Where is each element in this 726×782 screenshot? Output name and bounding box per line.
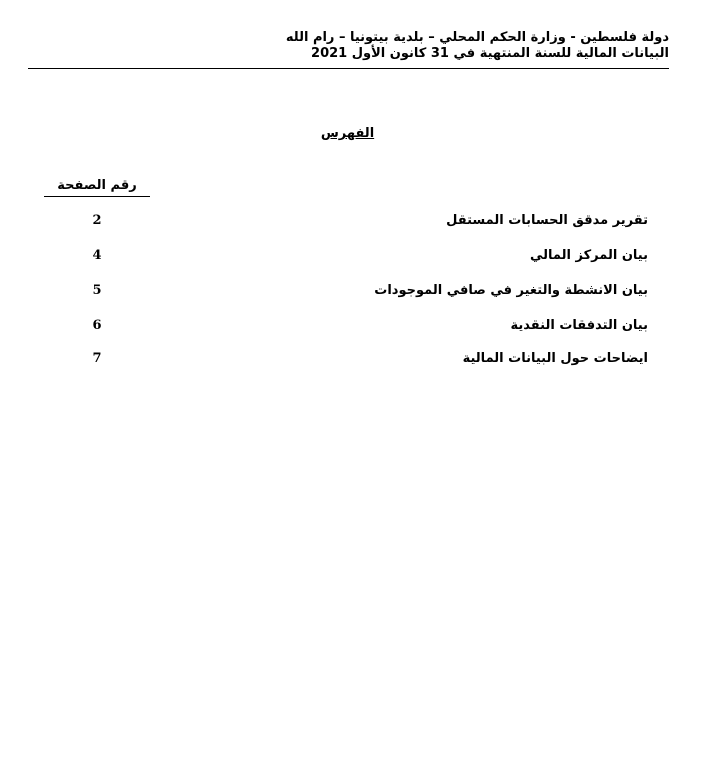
toc-entry (0, 248, 726, 266)
page-number-column-header: رقم الصفحة (57, 178, 137, 193)
document-header (28, 30, 669, 62)
toc-title: الفهرس (320, 126, 375, 141)
toc-entry-page: 2 (92, 213, 102, 228)
toc-entry-label: بيان التدفقات النقدية (510, 318, 648, 333)
toc-entry (0, 318, 726, 336)
toc-entry-label: بيان المركز المالي (530, 248, 648, 263)
toc-entry-label: ايضاحات حول البيانات المالية (462, 351, 648, 366)
header-divider (28, 68, 669, 69)
header-report-period-line: البيانات المالية للسنة المنتهية في 31 كانون الأول 2021 (311, 46, 669, 61)
toc-entry-page: 7 (92, 351, 102, 366)
toc-entry (0, 351, 726, 369)
toc-entry (0, 213, 726, 231)
header-organization-line: دولة فلسطين - وزارة الحكم المحلي – بلدية بيتونيا – رام الله (285, 30, 669, 45)
toc-entry-label: بيان الانشطة والتغير في صافي الموجودات (374, 283, 648, 298)
toc-entry (0, 283, 726, 301)
toc-entry-page: 5 (92, 283, 102, 298)
toc-entry-page: 6 (92, 318, 102, 333)
toc-entry-page: 4 (92, 248, 102, 263)
page-number-column-underline (44, 196, 150, 197)
toc-entry-label: تقرير مدقق الحسابات المستقل (446, 213, 648, 228)
